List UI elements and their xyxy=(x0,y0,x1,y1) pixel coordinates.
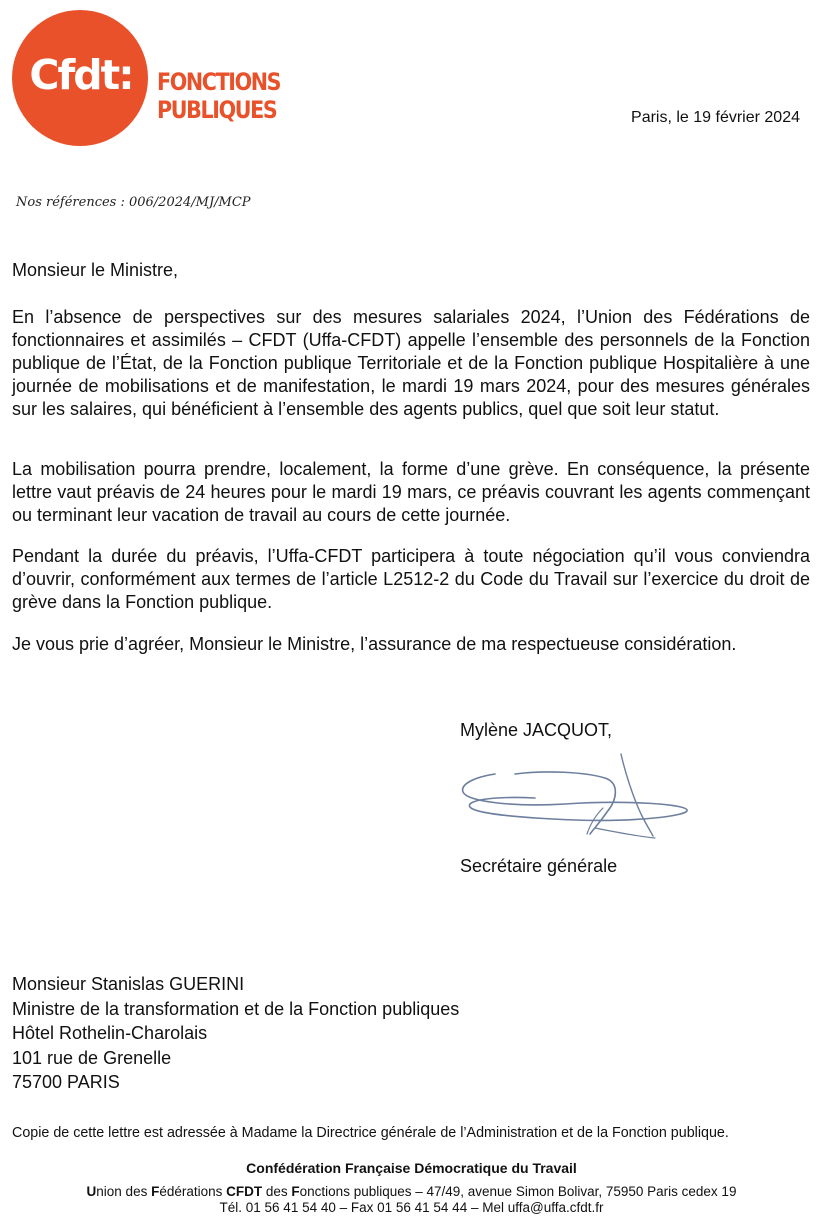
paragraph-2: La mobilisation pourra prendre, localement, la forme d’une grève. En conséquence, la présente lettre vaut préavis de 24 heures pour le mardi 19 mars, ce préavis couvrant les agents commençant ou terminant leur vacation de travail au cours de cette journée. xyxy=(12,459,810,525)
salutation: Monsieur le Ministre, xyxy=(12,260,179,280)
references: Nos références : 006/2024/MJ/MCP xyxy=(16,195,251,210)
recipient-address xyxy=(12,972,459,1095)
signer-name: Mylène JACQUOT, xyxy=(460,720,613,740)
footer-address: Union des Fédérations CFDT des Fonctions publiques – 47/49, avenue Simon Bolivar, 75950 Paris cedex 19 xyxy=(86,1184,737,1199)
copy-note: Copie de cette lettre est adressée à Madame la Directrice générale de l’Administration et de la Fonction publique. xyxy=(12,1125,729,1141)
logo-line-2: PUBLIQUES xyxy=(157,96,277,124)
paragraph-3: Pendant la durée du préavis, l’Uffa-CFDT participera à toute négociation qu’il vous conviendra d’ouvrir, conformément aux termes de l’article L2512-2 du Code du Travail sur l’exercice du droit de grève dans la Fonction publique. xyxy=(12,546,810,612)
handwritten-signature xyxy=(455,752,700,847)
footer-title: Confédération Française Démocratique du Travail xyxy=(246,1160,577,1176)
address-line: Hôtel Rothelin-Charolais xyxy=(12,1023,208,1043)
footer-contact: Tél. 01 56 41 54 40 – Fax 01 56 41 54 44 – Mel uffa@uffa.cfdt.fr xyxy=(219,1200,604,1215)
paragraph-4: Je vous prie d’agréer, Monsieur le Ministre, l’assurance de ma respectueuse considération. xyxy=(12,634,737,654)
address-line: Ministre de la transformation et de la Fonction publiques xyxy=(12,998,460,1019)
address-line: 101 rue de Grenelle xyxy=(12,1047,172,1068)
logo-line-1: FONCTIONS xyxy=(157,68,281,96)
letter-date: Paris, le 19 février 2024 xyxy=(631,109,800,126)
cfdt-logo xyxy=(12,8,281,148)
logo-wordmark xyxy=(157,68,280,124)
logo-brand: Cfdt: xyxy=(29,51,133,99)
address-line: 75700 PARIS xyxy=(12,1072,120,1092)
address-line: Monsieur Stanislas GUERINI xyxy=(12,974,245,994)
paragraph-1: En l’absence de perspectives sur des mesures salariales 2024, l’Union des Fédérations de fonctionnaires et assimilés – CFDT (Uffa-CFDT) appelle l’ensemble des personnels de la Fonction publique de l’État, de la Fonction publique Territoriale et de la Fonction publique Hospitalière à une journée de mobilisations et de manifestation, le mardi 19 mars 2024, pour des mesures générales sur les salaires, qui bénéficient à l’ensemble des agents publics, quel que soit leur statut. xyxy=(12,307,810,419)
signer-title: Secrétaire générale xyxy=(460,856,618,876)
